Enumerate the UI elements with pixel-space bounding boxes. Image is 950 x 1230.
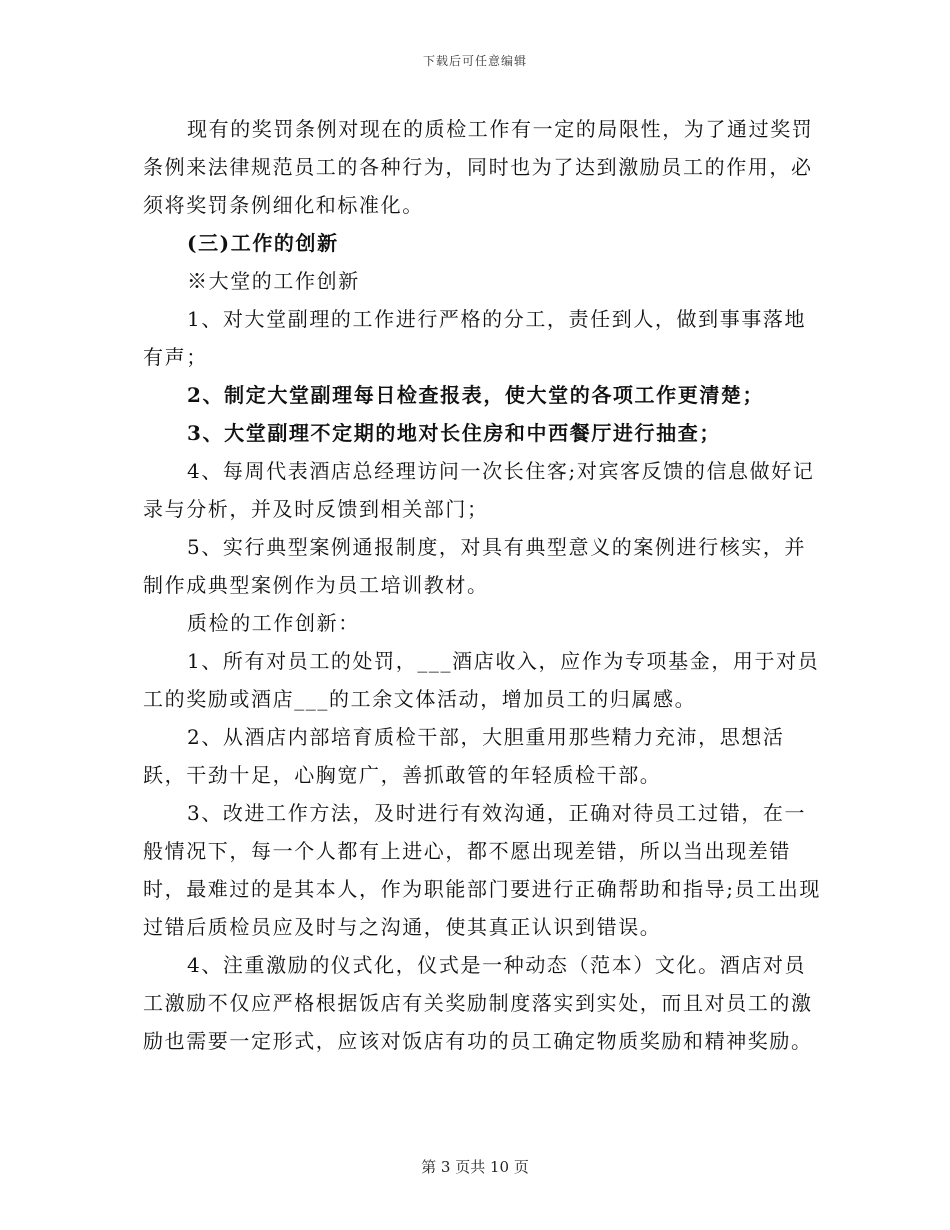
- lobby-item-2: 2、制定大堂副理每日检查报表，使大堂的各项工作更清楚；: [187, 383, 765, 407]
- lobby-item-4: 4、每周代表酒店总经理访问一次长住客;对宾客反馈的信息做好记录与分析，并及时反馈到相关部门；: [143, 459, 815, 521]
- subheading-qc-innovation: 质检的工作创新：: [187, 611, 360, 635]
- lobby-item-5: 5、实行典型案例通报制度，对具有典型意义的案例进行核实，并制作成典型案例作为员工培训教材。: [143, 535, 807, 597]
- document-body: [143, 110, 823, 1060]
- qc-item-2: 2、从酒店内部培育质检干部，大胆重用那些精力充沛，思想活跃，干劲十足，心胸宽广，善抓敢管的年轻质检干部。: [143, 725, 785, 787]
- lobby-item-1: 1、对大堂副理的工作进行严格的分工，责任到人，做到事事落地有声；: [143, 307, 807, 369]
- qc-item-3: 3、改进工作方法，及时进行有效沟通，正确对待员工过错，在一般情况下，每一个人都有上进心，都不愿出现差错，所以当出现差错时，最难过的是其本人，作为职能部门要进行正确帮助和指导;员工出现过错后质检员应及时与之沟通，使其真正认识到错误。: [143, 801, 821, 939]
- page-header: 下载后可任意编辑: [422, 54, 527, 68]
- subheading-lobby-innovation: ※大堂的工作创新: [187, 269, 360, 293]
- page-footer: 第 3 页共 10 页: [421, 1158, 529, 1176]
- paragraph-reward-rules: 现有的奖罚条例对现在的质检工作有一定的局限性，为了通过奖罚条例来法律规范员工的各种行为，同时也为了达到激励员工的作用，必须将奖罚条例细化和标准化。: [143, 117, 814, 217]
- lobby-item-3: 3、大堂副理不定期的地对长住房和中西餐厅进行抽查；: [187, 421, 721, 445]
- section-heading-innovation: (三)工作的创新: [187, 231, 339, 255]
- qc-item-1: 1、所有对员工的处罚，___酒店收入，应作为专项基金，用于对员工的奖励或酒店___的工余文体活动，增加员工的归属感。: [143, 649, 820, 711]
- qc-item-4: 4、注重激励的仪式化，仪式是一种动态（范本）文化。酒店对员工激励不仅应严格根据饭店有关奖励制度落实到实处，而且对员工的激励也需要一定形式，应该对饭店有功的员工确定物质奖励和精神奖励。: [143, 953, 813, 1053]
